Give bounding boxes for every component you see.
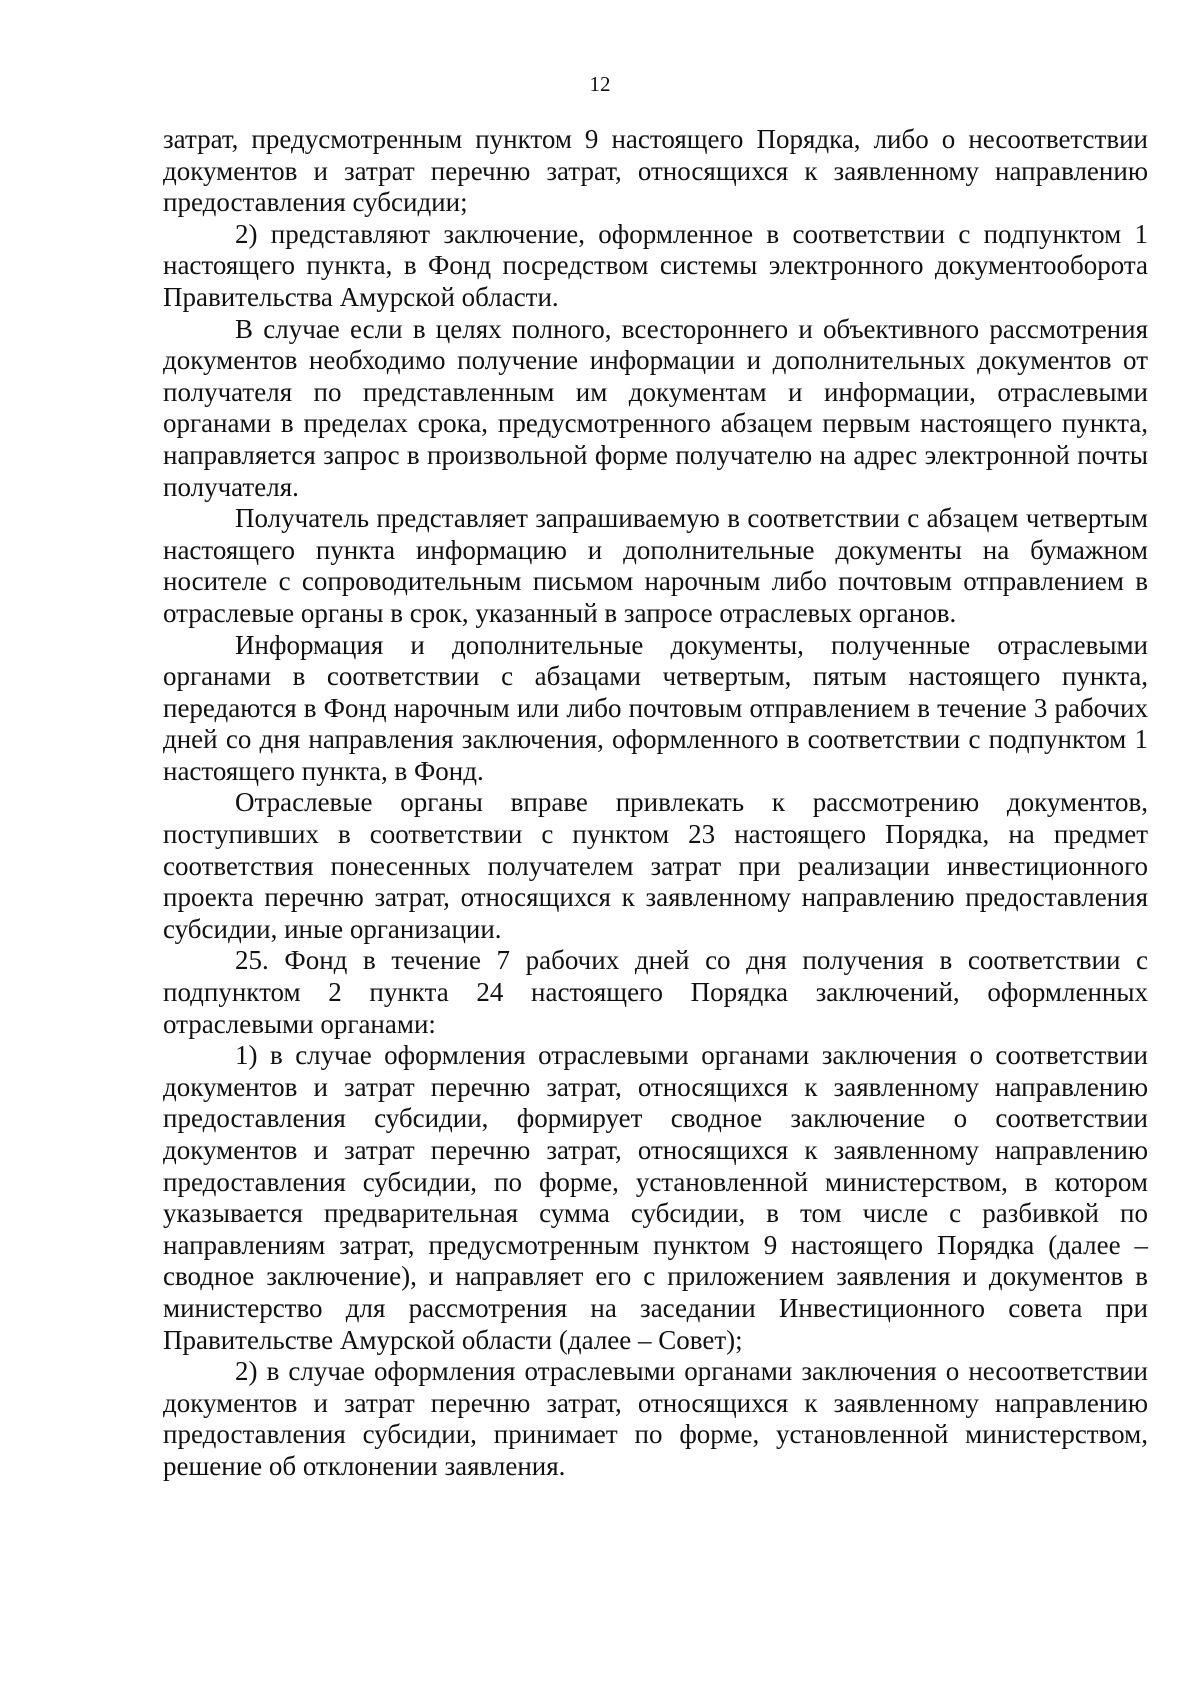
page-number: 12 <box>589 72 611 96</box>
paragraph-item-25-sub-1: 1) в случае оформления отраслевыми органами заключения о соответствии документов и затрат перечню затрат, относящихся к заявленному направлению предоставления субсидии, формирует сводное заключение о соответствии документов и затрат перечню затрат, относящихся к заявленному направлению предоставления субсидии, по форме, установленной министерством, в котором указывается предварительная сумма субсидии, в том числе с разбивкой по направлениям затрат, предусмотренным пунктом 9 настоящего Порядка (далее – сводное заключение), и направляет его с приложением заявления и документов в министерство для рассмотрения на заседании Инвестиционного совета при Правительстве Амурской области (далее – Совет); <box>163 1040 1148 1355</box>
paragraph-transfer-to-fund: Информация и дополнительные документы, полученные отраслевыми органами в соответствии с абзацами четвертым, пятым настоящего пункта, передаются в Фонд нарочным или либо почтовым отправлением в течение 3 рабочих дней со дня направления заключения, оформленного в соответствии с подпунктом 1 настоящего пункта, в Фонд. <box>163 629 1148 786</box>
paragraph-other-organizations: Отраслевые органы вправе привлекать к рассмотрению документов, поступивших в соответствии с пунктом 23 настоящего Порядка, на предмет соответствия понесенных получателем затрат при реализации инвестиционного проекта перечню затрат, относящихся к заявленному направлению предоставления субсидии, иные организации. <box>163 787 1148 944</box>
paragraph-continuation: затрат, предусмотренным пунктом 9 настоящего Порядка, либо о несоответствии документов и затрат перечню затрат, относящихся к заявленному направлению предоставления субсидии; <box>163 124 1148 218</box>
paragraph-item-25: 25. Фонд в течение 7 рабочих дней со дня получения в соответствии с подпунктом 2 пункта 24 настоящего Порядка заключений, оформленных отраслевыми органами: <box>163 945 1148 1039</box>
paragraph-subitem-2: 2) представляют заключение, оформленное в соответствии с подпунктом 1 настоящего пункта, в Фонд посредством системы электронного документооборота Правительства Амурской области. <box>163 218 1148 312</box>
paragraph-recipient-submission: Получатель представляет запрашиваемую в соответствии с абзацем четвертым настоящего пункта информацию и дополнительные документы на бумажном носителе с сопроводительным письмом нарочным либо почтовым отправлением в отраслевые органы в срок, указанный в запросе отраслевых органов. <box>163 503 1148 628</box>
document-body <box>163 124 1148 1483</box>
paragraph-information-request: В случае если в целях полного, всестороннего и объективного рассмотрения документов необходимо получение информации и дополнительных документов от получателя по представленным им документам и информации, отраслевыми органами в пределах срока, предусмотренного абзацем первым настоящего пункта, направляется запрос в произвольной форме получателю на адрес электронной почты получателя. <box>163 313 1148 502</box>
paragraph-item-25-sub-2: 2) в случае оформления отраслевыми органами заключения о несоответствии документов и затрат перечню затрат, относящихся к заявленному направлению предоставления субсидии, принимает по форме, установленной министерством, решение об отклонении заявления. <box>163 1356 1148 1481</box>
